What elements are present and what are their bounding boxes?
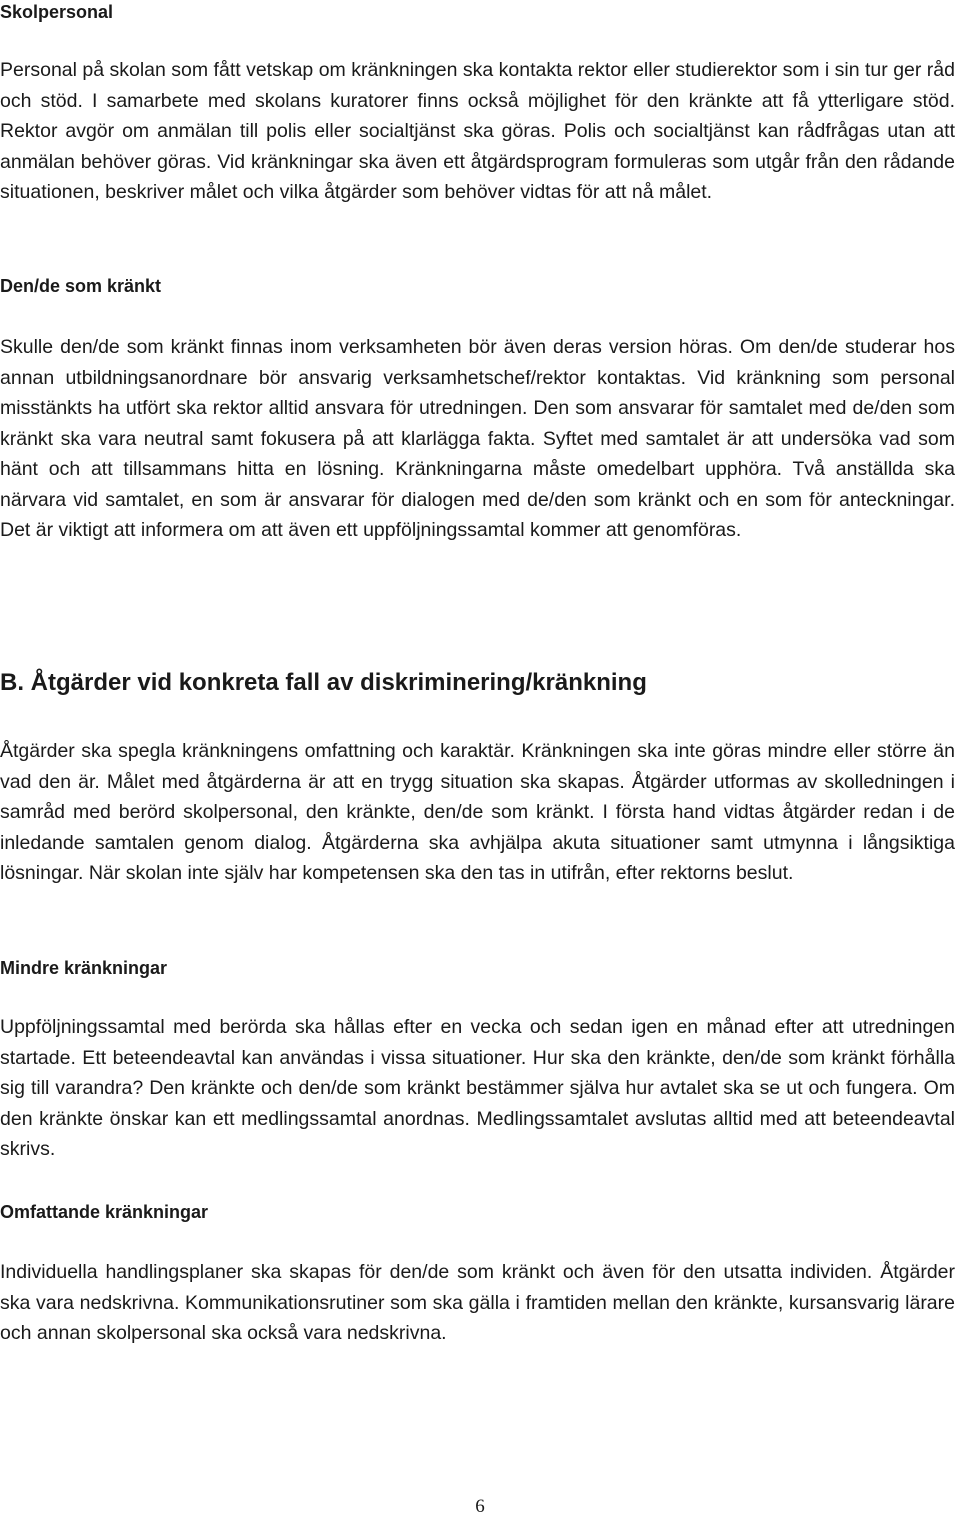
paragraph-den-de-som-krankt: Skulle den/de som kränkt finnas inom verksamheten bör även deras version höras. Om den/de studerar hos annan utbildningsanordnare bör ansvarig verksamhetschef/rektor kontaktas. Vid kränkning som personal misstänkts ha utfört ska rektor alltid ansvara för utredningen. Den som ansvarar för samtalet med de/den som kränkt ska vara neutral samt fokusera på att klarlägga fakta. Syftet med samtalet är att undersöka vad som hänt och att tillsammans hitta en lösning. Kränkningarna måste omedelbart upphöra. Två anställda ska närvara vid samtalet, en som är ansvarar för dialogen med de/den som kränkt och en som för anteckningar. Det är viktigt att informera om att även ett uppföljningssamtal kommer att genomföras. <box>0 336 955 541</box>
paragraph-section-b: Åtgärder ska spegla kränkningens omfattning och karaktär. Kränkningen ska inte göras mindre eller större än vad den är. Målet med åtgärderna är att en trygg situation ska skapas. Åtgärder utformas av skolledningen i samråd med berörd skolpersonal, den kränkte, den/de som kränkt. I första hand vidtas åtgärder redan i de inledande samtalen genom dialog. Åtgärderna ska avhjälpa akuta situationer samt utmynna i långsiktiga lösningar. När skolan inte själv har kompetensen ska den tas in utifrån, efter rektorns beslut. <box>0 740 955 884</box>
heading-omfattande-krankningar: Omfattande kränkningar <box>0 1202 209 1222</box>
heading-section-b: B. Åtgärder vid konkreta fall av diskriminering/kränkning <box>0 669 647 696</box>
heading-mindre-krankningar: Mindre kränkningar <box>0 958 168 978</box>
heading-skolpersonal: Skolpersonal <box>0 2 114 22</box>
heading-den-de-som-krankt: Den/de som kränkt <box>0 276 162 296</box>
paragraph-skolpersonal <box>0 55 955 208</box>
page-number: 6 <box>475 1496 485 1517</box>
paragraph-mindre-krankningar: Uppföljningssamtal med berörda ska hållas efter en vecka och sedan igen en månad efter att utredningen startade. Ett beteendeavtal kan användas i vissa situationer. Hur ska den kränkte, den/de som kränkt förhålla sig till varandra? Den kränkte och den/de som kränkt bestämmer själva hur avtalet ska se ut och fungera. Om den kränkte önskar kan ett medlingssamtal anordnas. Medlingssamtalet avslutas alltid med att beteendeavtal skrivs. <box>0 1016 955 1160</box>
paragraph-skolpersonal-part-1: Personal på skolan som fått vetskap om kränkningen ska kontakta rektor eller studierektor som i sin tur ger råd och stöd. I samarbete med skolans kuratorer finns också möjlighet för den kränkte att få ytterligare stöd. Rektor avgör om anmälan till polis eller socialtjänst ska göras. Polis och socialtjänst kan rådfrågas utan att anmälan behöver göras. <box>0 59 955 173</box>
paragraph-omfattande-krankningar: Individuella handlingsplaner ska skapas för den/de som kränkt och även för den utsatta individen. Åtgärder ska vara nedskrivna. Kommunikationsrutiner som ska gälla i framtiden mellan den kränkte, kursansvarig lärare och annan skolpersonal ska också vara nedskrivna. <box>0 1261 955 1344</box>
paragraph-skolpersonal-part-2: Vid kränkningar ska även ett åtgärdsprogram formuleras som utgår från den rådande situationen, beskriver målet och vilka åtgärder som behöver vidtas för att nå målet. <box>0 150 955 203</box>
